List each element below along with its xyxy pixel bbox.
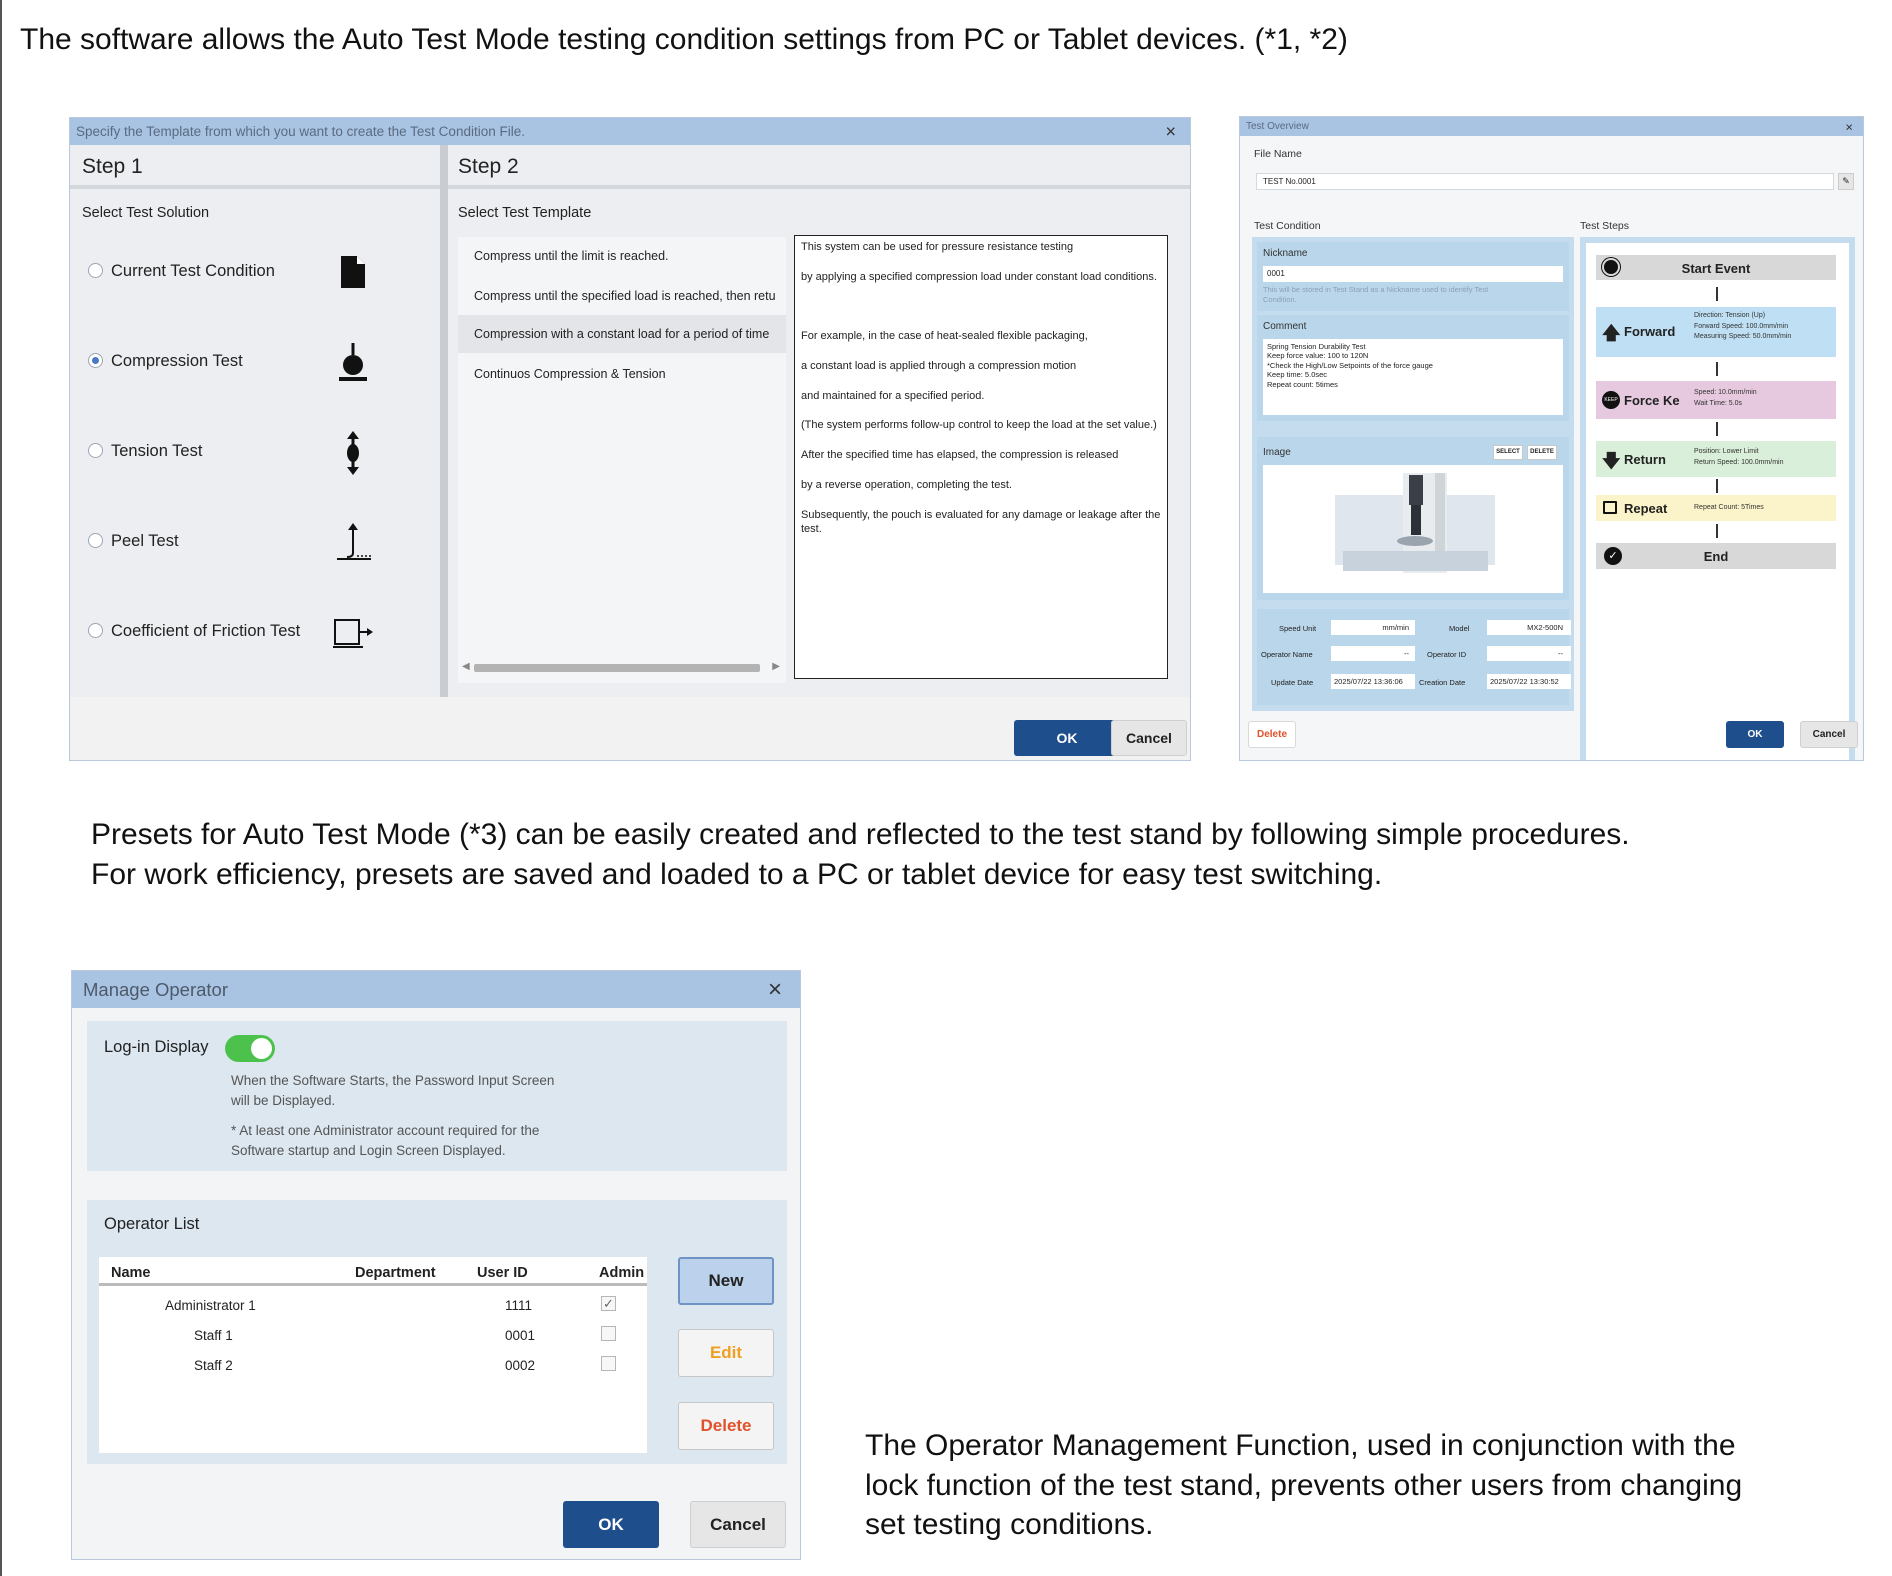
solution-item[interactable]	[88, 523, 418, 563]
step-start-label: Start Event	[1681, 261, 1751, 276]
column-divider	[440, 145, 448, 697]
cancel-button[interactable]: Cancel	[690, 1501, 786, 1548]
update-date-value: 2025/07/22 13:36:06	[1334, 677, 1403, 686]
step-connector	[1716, 524, 1718, 538]
description-line: After the specified time has elapsed, the compression is released	[801, 449, 1119, 461]
cell-name: Staff 2	[194, 1358, 233, 1373]
caption-bottom-line1: The Operator Management Function, used in conjunction with the	[865, 1429, 1736, 1462]
manage-operator-titlebar	[72, 971, 800, 1008]
step-repeat-label: Repeat	[1624, 501, 1668, 516]
description-line: by applying a specified compression load under constant load conditions.	[801, 271, 1157, 283]
step-detail: Return Speed: 100.0mm/min	[1694, 459, 1784, 467]
template-description-box	[794, 235, 1168, 679]
arrow-down-icon: 🡇	[1602, 451, 1621, 471]
description-line: For example, in the case of heat-sealed flexible packaging,	[801, 330, 1088, 342]
step-end-label: End	[1703, 549, 1729, 564]
image-preview	[1263, 465, 1563, 593]
test-overview-title: Test Overview	[1246, 121, 1309, 132]
description-line: and maintained for a specified period.	[801, 390, 985, 402]
image-section	[1257, 437, 1569, 600]
operator-table	[99, 1257, 647, 1453]
file-name-value: TEST No.0001	[1263, 177, 1316, 186]
cell-name: Staff 1	[194, 1328, 233, 1343]
nickname-label: Nickname	[1263, 248, 1308, 259]
step1-header-divider	[70, 185, 440, 189]
step-detail: Direction: Tension (Up)	[1694, 312, 1766, 319]
step-return-details	[1694, 446, 1784, 468]
solution-item[interactable]	[88, 343, 418, 383]
step2-header-divider	[448, 185, 1191, 189]
admin-checkbox[interactable]	[601, 1326, 616, 1341]
column-name[interactable]: Name	[111, 1265, 151, 1281]
login-display-toggle[interactable]	[225, 1035, 275, 1062]
solution-label: Peel Test	[111, 532, 179, 550]
update-date-label: Update Date	[1271, 678, 1314, 687]
login-hint-2-line: * At least one Administrator account required for the	[231, 1123, 540, 1138]
arrow-up-icon: 🡅	[1602, 323, 1621, 343]
speed-unit-field[interactable]	[1331, 620, 1415, 635]
solution-label: Current Test Condition	[111, 262, 275, 280]
template-list-item-selected[interactable]: Compression with a constant load for a period of time	[458, 315, 786, 353]
cell-user-id: 1111	[505, 1298, 533, 1313]
caption-middle-line2: For work efficiency, presets are saved and loaded to a PC or tablet device for easy test switching.	[91, 857, 1383, 891]
comment-section	[1257, 315, 1569, 421]
cell-user-id: 0001	[505, 1328, 536, 1343]
creation-date-field[interactable]	[1487, 674, 1571, 689]
step-detail: Forward Speed: 100.0mm/min	[1694, 322, 1789, 330]
edit-file-name-icon[interactable]: ✎	[1838, 173, 1854, 190]
operator-id-value: --	[1558, 649, 1563, 658]
delete-image-button[interactable]: DELETE	[1527, 445, 1557, 460]
template-dialog-title: Specify the Template from which you want to create the Test Condition File.	[76, 124, 525, 139]
file-name-label: File Name	[1254, 148, 1302, 160]
nickname-section	[1257, 242, 1569, 311]
login-hint-2	[231, 1121, 539, 1160]
horizontal-scrollbar[interactable]	[462, 661, 780, 675]
comment-label: Comment	[1263, 321, 1307, 332]
check-circle-icon: ✓	[1604, 547, 1622, 565]
step-force-keep-label: Force Ke	[1624, 393, 1680, 408]
column-admin[interactable]: Admin	[599, 1265, 645, 1281]
login-hint-1-line: will be Displayed.	[231, 1092, 336, 1108]
column-department[interactable]: Department	[355, 1265, 436, 1281]
solution-label: Compression Test	[111, 352, 243, 370]
description-line: This system can be used for pressure resistance testing	[801, 241, 1074, 253]
step-detail: Position: Lower Limit	[1694, 448, 1759, 455]
step-forward-label: Forward	[1624, 324, 1676, 339]
comment-line: Keep time: 5.0sec	[1267, 370, 1328, 380]
step2-column	[448, 145, 1191, 697]
info-section	[1257, 609, 1569, 705]
cell-user-id: 0002	[505, 1358, 536, 1373]
description-line: Subsequently, the pouch is evaluated for any damage or leakage after the test.	[801, 509, 1161, 536]
new-button[interactable]: New	[678, 1257, 774, 1305]
test-steps-label: Test Steps	[1580, 220, 1630, 232]
template-list-item[interactable]: Compress until the limit is reached.	[474, 249, 669, 263]
login-hint-1-line: When the Software Starts, the Password Input Screen	[231, 1073, 555, 1088]
solution-label: Coefficient of Friction Test	[111, 622, 301, 640]
solution-radio[interactable]	[88, 263, 103, 278]
description-line: by a reverse operation, completing the test.	[801, 479, 1012, 491]
friction-icon	[333, 616, 375, 650]
step-connector	[1716, 287, 1718, 301]
step-forward-details	[1694, 311, 1791, 343]
test-stand-image	[1263, 465, 1563, 593]
repeat-icon	[1603, 501, 1617, 514]
step-detail: Repeat Count: 5Times	[1694, 504, 1764, 511]
caption-bottom-line2: lock function of the test stand, prevents other users from changing	[865, 1468, 1743, 1502]
operator-list-section	[87, 1200, 787, 1464]
step1-column	[70, 145, 440, 697]
caption-middle	[91, 815, 1630, 894]
scrollbar-thumb[interactable]	[474, 664, 760, 672]
peel-icon	[333, 523, 373, 563]
step-force-keep[interactable]	[1596, 381, 1836, 419]
description-line: (The system performs follow-up control to keep the load at the set value.)	[801, 419, 1157, 431]
solution-item[interactable]	[88, 433, 418, 473]
toggle-knob	[251, 1038, 272, 1059]
caption-middle-line1: Presets for Auto Test Mode (*3) can be easily created and reflected to the test stand by following simple procedures.	[91, 818, 1630, 851]
speed-unit-value: mm/min	[1382, 623, 1409, 632]
template-list-item[interactable]: Compress until the specified load is reached, then retu	[474, 289, 776, 303]
step-start-event[interactable]	[1596, 255, 1836, 280]
nickname-value: 0001	[1267, 269, 1285, 278]
nickname-hint: This will be stored in Test Stand as a Nickname used to identify Test Condition.	[1263, 285, 1489, 304]
image-label: Image	[1263, 447, 1291, 458]
login-hint-2-line: Software startup and Login Screen Displayed.	[231, 1142, 506, 1158]
solution-radio[interactable]	[88, 623, 103, 638]
test-overview-dialog	[1239, 116, 1864, 761]
test-overview-titlebar	[1240, 117, 1863, 136]
creation-date-value: 2025/07/22 13:30:52	[1490, 677, 1559, 686]
edit-button[interactable]: Edit	[678, 1329, 774, 1377]
solution-radio[interactable]	[88, 533, 103, 548]
template-list-item[interactable]: Continuos Compression & Tension	[474, 367, 666, 381]
ok-button[interactable]: OK	[1726, 721, 1784, 748]
close-icon[interactable]: ×	[1165, 121, 1176, 141]
manage-operator-dialog	[71, 970, 801, 1560]
tension-icon	[343, 431, 363, 475]
solution-label: Tension Test	[111, 442, 203, 460]
template-dialog-titlebar	[70, 118, 1190, 145]
compression-icon	[333, 343, 373, 383]
solution-item[interactable]	[88, 613, 418, 653]
creation-date-label: Creation Date	[1419, 678, 1466, 687]
manage-operator-title: Manage Operator	[83, 978, 229, 1000]
operator-name-label: Operator Name	[1261, 650, 1313, 659]
operator-name-field[interactable]	[1331, 646, 1415, 661]
step2-label: Select Test Template	[458, 205, 592, 221]
step1-header: Step 1	[82, 155, 143, 178]
step-connector	[1716, 479, 1718, 493]
step-detail: Wait Time: 5.0s	[1694, 400, 1742, 408]
ok-button[interactable]: OK	[563, 1501, 659, 1548]
step-repeat[interactable]	[1596, 495, 1836, 521]
login-display-section	[87, 1021, 787, 1171]
step2-header: Step 2	[458, 155, 519, 178]
template-list[interactable]	[458, 237, 786, 683]
step1-label: Select Test Solution	[82, 205, 210, 221]
comment-line: Repeat count: 5times	[1267, 379, 1338, 389]
solution-radio[interactable]	[88, 443, 103, 458]
update-date-field[interactable]	[1331, 674, 1415, 689]
scroll-left-icon[interactable]: ◀	[462, 661, 470, 672]
step-connector	[1716, 422, 1718, 436]
operator-table-header	[99, 1257, 647, 1286]
operator-name-value: --	[1404, 649, 1409, 658]
step-force-keep-details	[1694, 387, 1757, 409]
description-line: a constant load is applied through a compression motion	[801, 360, 1077, 372]
caption-bottom	[865, 1426, 1742, 1545]
column-user-id[interactable]: User ID	[477, 1265, 528, 1281]
select-image-button[interactable]: SELECT	[1493, 445, 1523, 460]
step-end[interactable]	[1596, 543, 1836, 569]
cancel-button[interactable]: Cancel	[1800, 721, 1858, 748]
file-name-field[interactable]	[1256, 173, 1834, 190]
login-display-label: Log-in Display	[104, 1038, 209, 1056]
admin-checkbox-checked[interactable]: ✓	[601, 1296, 616, 1311]
close-icon[interactable]: ×	[767, 975, 782, 1003]
document-icon	[339, 255, 367, 289]
comment-line: Keep force value: 100 to 120N	[1267, 351, 1369, 361]
model-label: Model	[1449, 624, 1470, 633]
step-detail: Measuring Speed: 50.0mm/min	[1694, 333, 1792, 340]
caption-bottom-line3: set testing conditions.	[865, 1508, 1154, 1542]
step-return[interactable]	[1596, 441, 1836, 477]
test-condition-label: Test Condition	[1254, 220, 1321, 232]
operator-list-label: Operator List	[104, 1215, 200, 1233]
close-icon[interactable]: ×	[1845, 119, 1853, 134]
left-edge-line	[0, 0, 2, 1576]
comment-field[interactable]	[1263, 339, 1563, 415]
speed-unit-label: Speed Unit	[1279, 624, 1317, 633]
step-return-label: Return	[1624, 452, 1666, 467]
ok-button[interactable]: OK	[1014, 720, 1120, 756]
delete-button[interactable]: Delete	[678, 1402, 774, 1450]
model-value: MX2-500N	[1527, 623, 1563, 632]
login-hint-1	[231, 1071, 554, 1110]
delete-button[interactable]: Delete	[1248, 721, 1296, 748]
nickname-field[interactable]	[1263, 266, 1563, 282]
model-field[interactable]	[1487, 620, 1571, 635]
solution-radio-selected[interactable]	[88, 353, 103, 368]
template-dialog	[69, 117, 1191, 761]
solution-item[interactable]	[88, 253, 418, 293]
keep-badge-icon: KEEP	[1602, 391, 1620, 409]
comment-line: *Check the High/Low Setpoints of the force gauge	[1267, 360, 1433, 370]
step-detail: Speed: 10.0mm/min	[1694, 389, 1757, 396]
step-connector	[1716, 362, 1718, 376]
table-row[interactable]	[99, 1291, 647, 1321]
scroll-right-icon[interactable]: ▶	[772, 661, 780, 672]
operator-id-label: Operator ID	[1427, 650, 1467, 659]
step-forward[interactable]	[1596, 307, 1836, 357]
cancel-button[interactable]: Cancel	[1111, 720, 1187, 756]
cell-name: Administrator 1	[165, 1298, 256, 1313]
table-row[interactable]	[99, 1351, 647, 1381]
table-row[interactable]	[99, 1321, 647, 1351]
caption-top: The software allows the Auto Test Mode testing condition settings from PC or Tablet devices. (*1, *2)	[20, 23, 1348, 56]
admin-checkbox[interactable]	[601, 1356, 616, 1371]
operator-id-field[interactable]	[1487, 646, 1571, 661]
comment-line: Spring Tension Durability Test	[1267, 342, 1366, 351]
